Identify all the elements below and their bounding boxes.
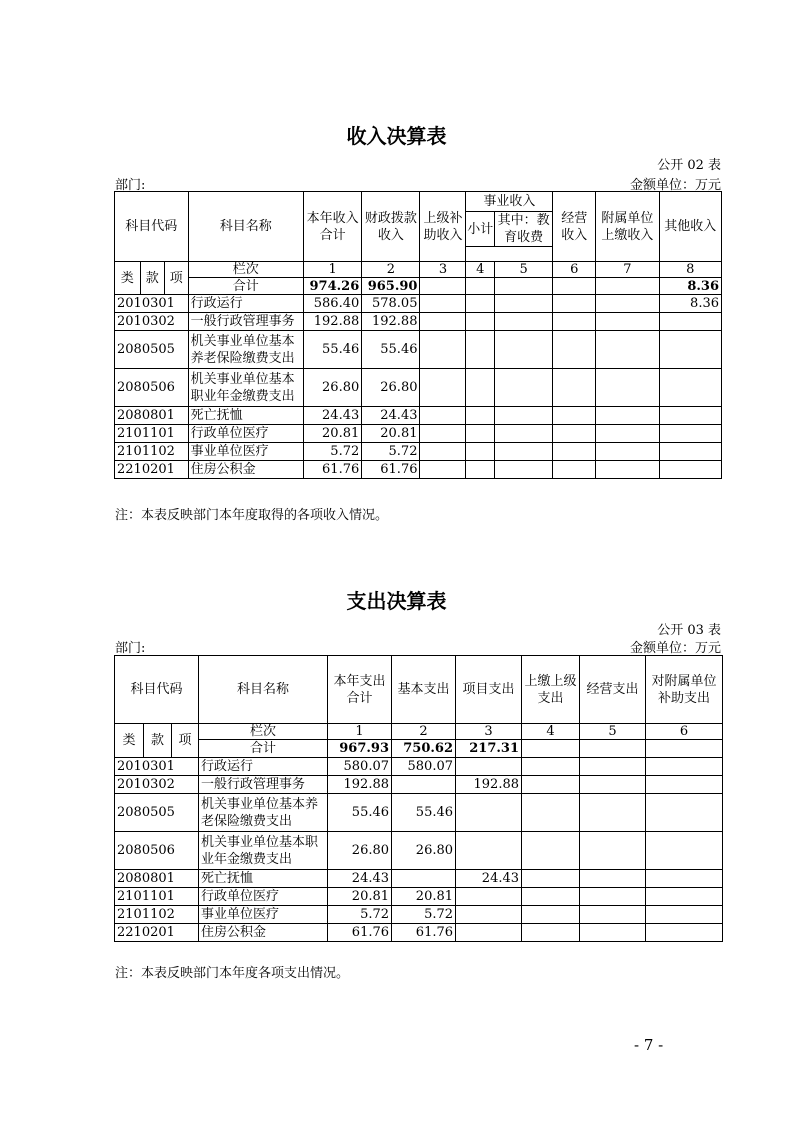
expense-title: 支出决算表 bbox=[346, 589, 447, 613]
column-index: 3 bbox=[456, 724, 522, 740]
column-index: 7 bbox=[596, 262, 659, 278]
col-header-subject-name: 科目名称 bbox=[188, 192, 303, 262]
row-code: 2080505 bbox=[115, 331, 189, 369]
row-cell bbox=[456, 832, 522, 870]
total-label: 合计 bbox=[188, 278, 303, 295]
row-name: 死亡抚恤 bbox=[188, 407, 303, 425]
table-row bbox=[115, 461, 722, 479]
table-row bbox=[115, 794, 723, 832]
row-name: 机关事业单位基本职业年金缴费支出 bbox=[199, 832, 328, 870]
column-index: 3 bbox=[420, 262, 466, 278]
row-code: 2080506 bbox=[115, 832, 199, 870]
row-name: 住房公积金 bbox=[199, 924, 328, 942]
row-code: 2101102 bbox=[115, 906, 199, 924]
table-row bbox=[115, 313, 722, 331]
row-cell bbox=[392, 870, 456, 888]
row-code: 2210201 bbox=[115, 461, 189, 479]
col-header-business-income: 事业收入 bbox=[466, 192, 553, 212]
row-cell: 580.07 bbox=[328, 758, 392, 776]
total-row bbox=[115, 278, 722, 295]
row-cell: 20.81 bbox=[328, 888, 392, 906]
column-index: 1 bbox=[328, 724, 392, 740]
row-cell: 26.80 bbox=[328, 832, 392, 870]
column-index-label: 栏次 bbox=[199, 724, 328, 740]
col-header-total-income: 本年收入合计 bbox=[304, 192, 362, 262]
income-table bbox=[114, 191, 722, 479]
row-name: 一般行政管理事务 bbox=[199, 776, 328, 794]
col-header-superior-payment: 上缴上级支出 bbox=[522, 656, 580, 724]
row-cell: 24.43 bbox=[456, 870, 522, 888]
total-cell: 967.93 bbox=[328, 740, 392, 758]
col-header-basic-expense: 基本支出 bbox=[392, 656, 456, 724]
col-header-affiliated-income: 附属单位上缴收入 bbox=[596, 192, 659, 262]
table-row bbox=[115, 832, 723, 870]
row-code: 2080801 bbox=[115, 870, 199, 888]
table-row bbox=[115, 425, 722, 443]
row-cell: 55.46 bbox=[392, 794, 456, 832]
row-cell bbox=[456, 906, 522, 924]
col-header-subject-code: 科目代码 bbox=[115, 192, 189, 262]
row-cell bbox=[659, 407, 721, 425]
row-name: 行政单位医疗 bbox=[199, 888, 328, 906]
col-header-kuan: 款 bbox=[144, 724, 172, 758]
expense-table bbox=[114, 655, 723, 942]
row-cell: 24.43 bbox=[304, 407, 362, 425]
col-header-project-expense: 项目支出 bbox=[456, 656, 522, 724]
row-name: 行政单位医疗 bbox=[188, 425, 303, 443]
row-cell: 61.76 bbox=[362, 461, 420, 479]
row-name: 行政运行 bbox=[188, 295, 303, 313]
row-cell: 20.81 bbox=[304, 425, 362, 443]
row-cell: 26.80 bbox=[392, 832, 456, 870]
column-index: 6 bbox=[553, 262, 596, 278]
column-index: 5 bbox=[495, 262, 553, 278]
total-label: 合计 bbox=[199, 740, 328, 758]
table-row bbox=[115, 331, 722, 369]
column-index: 8 bbox=[659, 262, 721, 278]
expense-note: 注：本表反映部门本年度各项支出情况。 bbox=[115, 966, 350, 981]
row-code: 2010301 bbox=[115, 295, 189, 313]
row-cell bbox=[456, 794, 522, 832]
row-cell: 20.81 bbox=[362, 425, 420, 443]
income-dept-label: 部门: bbox=[115, 178, 146, 193]
row-cell: 26.80 bbox=[304, 369, 362, 407]
table-row bbox=[115, 758, 723, 776]
income-table-code: 公开 02 表 bbox=[657, 158, 721, 173]
row-cell: 5.72 bbox=[328, 906, 392, 924]
col-header-subtotal: 小计 bbox=[466, 212, 495, 247]
row-cell: 26.80 bbox=[362, 369, 420, 407]
column-index: 2 bbox=[362, 262, 420, 278]
row-name: 死亡抚恤 bbox=[199, 870, 328, 888]
table-row bbox=[115, 888, 723, 906]
row-name: 行政运行 bbox=[199, 758, 328, 776]
row-cell: 192.88 bbox=[304, 313, 362, 331]
row-name: 机关事业单位基本职业年金缴费支出 bbox=[188, 369, 303, 407]
col-header-affiliated-subsidy: 对附属单位补助支出 bbox=[646, 656, 723, 724]
total-cell: 8.36 bbox=[659, 278, 721, 295]
row-name: 住房公积金 bbox=[188, 461, 303, 479]
page-number: - 7 - bbox=[634, 1036, 664, 1054]
row-name: 机关事业单位基本养老保险缴费支出 bbox=[199, 794, 328, 832]
row-cell bbox=[659, 425, 721, 443]
total-row bbox=[115, 740, 723, 758]
row-cell: 20.81 bbox=[392, 888, 456, 906]
column-index: 4 bbox=[466, 262, 495, 278]
col-header-other-income: 其他收入 bbox=[659, 192, 721, 262]
col-header-operating-expense: 经营支出 bbox=[580, 656, 646, 724]
row-cell bbox=[659, 443, 721, 461]
column-index-label: 栏次 bbox=[188, 262, 303, 278]
expense-table-code: 公开 03 表 bbox=[657, 623, 721, 638]
row-cell bbox=[456, 924, 522, 942]
col-header-education-fee: 其中：教育收费 bbox=[495, 212, 553, 247]
row-cell: 192.88 bbox=[456, 776, 522, 794]
column-index: 6 bbox=[646, 724, 723, 740]
row-cell: 5.72 bbox=[362, 443, 420, 461]
column-index: 4 bbox=[522, 724, 580, 740]
row-code: 2080801 bbox=[115, 407, 189, 425]
total-cell: 965.90 bbox=[362, 278, 420, 295]
col-header-operating-income: 经营收入 bbox=[553, 192, 596, 262]
row-cell: 586.40 bbox=[304, 295, 362, 313]
row-cell bbox=[456, 888, 522, 906]
column-index: 1 bbox=[304, 262, 362, 278]
row-cell bbox=[392, 776, 456, 794]
row-code: 2080506 bbox=[115, 369, 189, 407]
row-cell bbox=[659, 369, 721, 407]
row-cell bbox=[659, 461, 721, 479]
col-header-subject-name: 科目名称 bbox=[199, 656, 328, 724]
row-name: 机关事业单位基本养老保险缴费支出 bbox=[188, 331, 303, 369]
row-cell: 55.46 bbox=[304, 331, 362, 369]
row-cell: 61.76 bbox=[328, 924, 392, 942]
expense-unit-label: 金额单位：万元 bbox=[629, 641, 721, 656]
row-cell bbox=[659, 313, 721, 331]
total-cell: 217.31 bbox=[456, 740, 522, 758]
row-code: 2010302 bbox=[115, 776, 199, 794]
row-cell: 5.72 bbox=[304, 443, 362, 461]
table-row bbox=[115, 776, 723, 794]
income-title: 收入决算表 bbox=[346, 124, 447, 148]
income-unit-label: 金额单位：万元 bbox=[629, 178, 721, 193]
col-header-xiang: 项 bbox=[172, 724, 199, 758]
row-name: 事业单位医疗 bbox=[188, 443, 303, 461]
table-row bbox=[115, 443, 722, 461]
col-header-lei: 类 bbox=[115, 724, 144, 758]
row-cell: 192.88 bbox=[362, 313, 420, 331]
row-cell: 5.72 bbox=[392, 906, 456, 924]
row-code: 2010302 bbox=[115, 313, 189, 331]
row-cell: 55.46 bbox=[328, 794, 392, 832]
row-cell: 8.36 bbox=[659, 295, 721, 313]
col-header-lei: 类 bbox=[115, 262, 141, 295]
row-code: 2101102 bbox=[115, 443, 189, 461]
table-row bbox=[115, 870, 723, 888]
row-code: 2101101 bbox=[115, 888, 199, 906]
row-cell bbox=[456, 758, 522, 776]
col-header-kuan: 款 bbox=[140, 262, 165, 295]
row-cell: 580.07 bbox=[392, 758, 456, 776]
row-cell: 61.76 bbox=[392, 924, 456, 942]
column-index: 2 bbox=[392, 724, 456, 740]
row-cell bbox=[659, 331, 721, 369]
col-header-superior-subsidy: 上级补助收入 bbox=[420, 192, 466, 262]
row-code: 2010301 bbox=[115, 758, 199, 776]
expense-dept-label: 部门: bbox=[115, 641, 146, 656]
col-header-xiang: 项 bbox=[165, 262, 189, 295]
column-index: 5 bbox=[580, 724, 646, 740]
income-note: 注：本表反映部门本年度取得的各项收入情况。 bbox=[115, 508, 389, 523]
row-name: 事业单位医疗 bbox=[199, 906, 328, 924]
row-code: 2101101 bbox=[115, 425, 189, 443]
row-cell: 24.43 bbox=[362, 407, 420, 425]
table-row bbox=[115, 924, 723, 942]
row-cell: 578.05 bbox=[362, 295, 420, 313]
table-row bbox=[115, 295, 722, 313]
col-header-total-expense: 本年支出合计 bbox=[328, 656, 392, 724]
row-name: 一般行政管理事务 bbox=[188, 313, 303, 331]
row-code: 2210201 bbox=[115, 924, 199, 942]
row-cell: 24.43 bbox=[328, 870, 392, 888]
row-cell: 61.76 bbox=[304, 461, 362, 479]
col-header-subject-code: 科目代码 bbox=[115, 656, 199, 724]
row-cell: 55.46 bbox=[362, 331, 420, 369]
total-cell: 974.26 bbox=[304, 278, 362, 295]
table-row bbox=[115, 407, 722, 425]
row-code: 2080505 bbox=[115, 794, 199, 832]
table-row bbox=[115, 906, 723, 924]
row-cell: 192.88 bbox=[328, 776, 392, 794]
col-header-fiscal-income: 财政拨款收入 bbox=[362, 192, 420, 262]
table-row bbox=[115, 369, 722, 407]
total-cell: 750.62 bbox=[392, 740, 456, 758]
